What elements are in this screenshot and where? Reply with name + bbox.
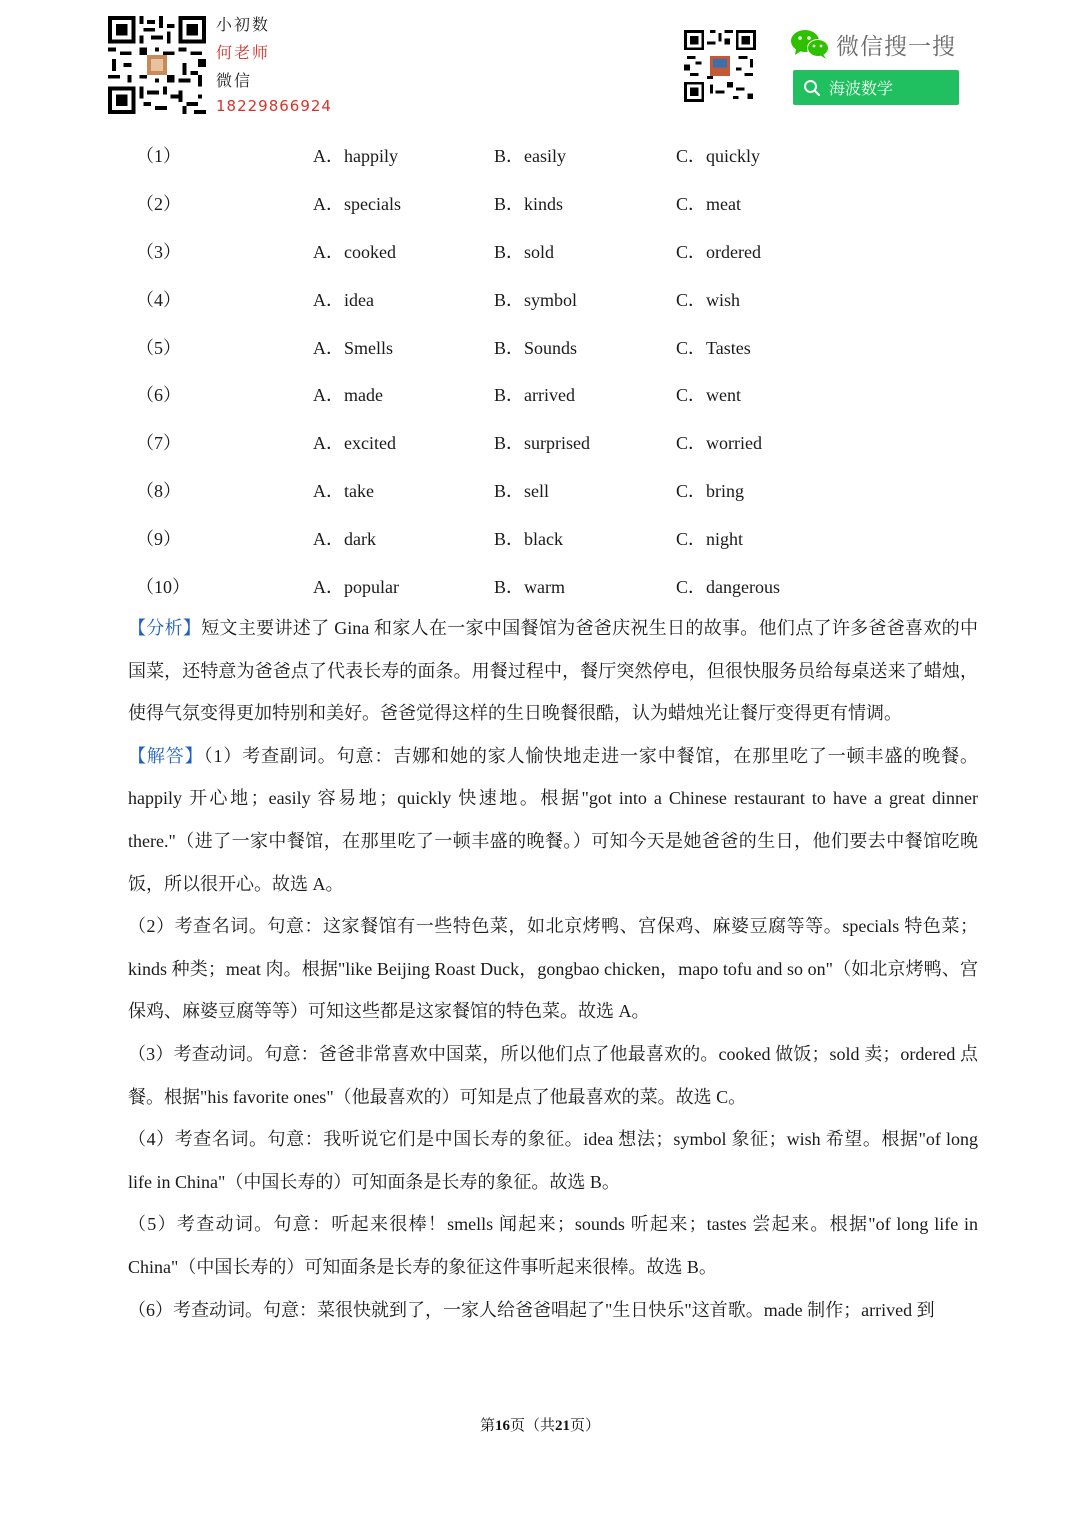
answer-paragraph: [128, 905, 978, 1033]
option-c: C．ordered: [676, 241, 761, 262]
option-a: A．popular: [313, 577, 399, 598]
option-b: B．Sounds: [494, 337, 578, 358]
option-row: [0, 561, 1080, 609]
answer-paragraph: [128, 1289, 978, 1332]
answer-item: （2）考查名词。句意：这家餐馆有一些特色菜，如北京烤鸭、宫保鸡、麻婆豆腐等等。specials 特色菜；kinds 种类；meat 肉。根据"like Beijing Roast Duck，gongbao chicken，mapo tofu and so on"（如北京烤鸭、宫保鸡、麻婆豆腐等等）可知这些都是这家餐馆的特色菜。故选 A。: [128, 916, 978, 1022]
option-b: B．warm: [494, 577, 565, 598]
question-number: （4）: [136, 289, 181, 310]
wechat-logo-icon: [790, 28, 830, 60]
option-b: B．arrived: [494, 385, 575, 406]
header-phone: 18229866924: [216, 97, 332, 115]
question-number: （8）: [136, 481, 181, 502]
option-b: B．easily: [494, 146, 566, 166]
analysis-tag: 【分析】: [128, 618, 202, 638]
option-c: C．night: [676, 529, 744, 550]
option-row: [0, 130, 1080, 178]
footer-total-pages: 21: [555, 1418, 570, 1434]
option-c: C．dangerous: [676, 577, 780, 598]
option-row: [0, 226, 1080, 274]
answer-item: （1）考查副词。句意：吉娜和她的家人愉快地走进一家中餐馆，在那里吃了一顿丰盛的晚餐。happily 开心地；easily 容易地；quickly 快速地。根据"got into a Chinese restaurant to have a great dinner there."（进了一家中餐馆，在那里吃了一顿丰盛的晚餐。）可知今天是她爸爸的生日，他们要去中餐馆吃晚饭，所以很开心。故选 A。: [128, 745, 979, 894]
option-c: C．quickly: [676, 146, 760, 166]
question-number: （6）: [136, 385, 181, 406]
option-a: A．idea: [313, 289, 374, 310]
option-row: [0, 369, 1080, 417]
analysis-text: 短文主要讲述了 Gina 和家人在一家中国餐馆为爸爸庆祝生日的故事。他们点了许多爸爸喜欢的中国菜，还特意为爸爸点了代表长寿的面条。用餐过程中，餐厅突然停电，但很快服务员给每桌送来了蜡烛，使得气氛变得更加特别和美好。爸爸觉得这样的生日晚餐很酷，认为蜡烛光让餐厅变得更有情调。: [128, 618, 978, 724]
option-c: C．worried: [676, 433, 762, 454]
wechat-search-label: 海波数学: [829, 79, 894, 98]
footer-prefix: 第: [479, 1418, 495, 1434]
header-line-3: 微信: [216, 71, 253, 90]
wechat-search-button[interactable]: [793, 70, 959, 105]
option-a: A．take: [313, 481, 374, 502]
option-row: [0, 322, 1080, 370]
question-number: （10）: [136, 577, 190, 598]
option-a: A．happily: [313, 146, 398, 166]
question-number: （7）: [136, 433, 181, 454]
option-a: A．dark: [313, 529, 376, 550]
answer-item: （6）考查动词。句意：菜很快就到了，一家人给爸爸唱起了"生日快乐"这首歌。made 制作；arrived 到: [128, 1299, 935, 1320]
option-row: [0, 274, 1080, 322]
answer-paragraph: [128, 735, 978, 905]
option-row: [0, 417, 1080, 465]
option-b: B．kinds: [494, 193, 564, 214]
answer-paragraph: [128, 1118, 978, 1203]
option-b: B．black: [494, 529, 563, 550]
question-number: （2）: [136, 193, 181, 214]
option-c: C．bring: [676, 481, 745, 502]
option-b: B．surprised: [494, 433, 590, 454]
page-header: [0, 0, 1080, 125]
footer-mid: 页（共: [509, 1418, 555, 1434]
option-c: C．meat: [676, 193, 741, 214]
header-line-1: 小初数: [216, 15, 271, 34]
question-number: （1）: [136, 146, 181, 166]
answer-tag: 【解答】: [128, 745, 204, 766]
option-a: A．Smells: [313, 337, 394, 358]
wechat-search-title: 微信搜一搜: [836, 34, 956, 60]
option-row: [0, 465, 1080, 513]
qr-code-left: [108, 16, 206, 114]
answer-paragraph: [128, 1203, 978, 1288]
option-a: A．cooked: [313, 241, 396, 262]
page-footer: [0, 1414, 1080, 1435]
explanation-body: [128, 607, 978, 1331]
option-b: B．sold: [494, 241, 555, 262]
option-row: [0, 178, 1080, 226]
analysis-paragraph: [128, 607, 978, 735]
answer-paragraph: [128, 1033, 978, 1118]
footer-suffix: 页）: [570, 1418, 601, 1434]
footer-page-number: 16: [494, 1418, 510, 1434]
option-a: A．excited: [313, 433, 396, 454]
option-c: C．wish: [676, 289, 741, 310]
header-line-2: 何老师: [216, 43, 271, 62]
answer-item: （4）考查名词。句意：我听说它们是中国长寿的象征。idea 想法；symbol 象征；wish 希望。根据"of long life in China"（中国长寿的）可知面条是长寿的象征。故选 B。: [128, 1129, 978, 1192]
option-b: B．symbol: [494, 289, 578, 310]
question-number: （9）: [136, 529, 181, 550]
answer-item: （3）考查动词。句意：爸爸非常喜欢中国菜，所以他们点了他最喜欢的。cooked 做饭；sold 卖；ordered 点餐。根据"his favorite ones"（他最喜欢的）可知是点了他最喜欢的菜。故选 C。: [128, 1043, 978, 1107]
options-table: [0, 130, 1080, 609]
option-c: C．went: [676, 385, 741, 406]
option-b: B．sell: [494, 481, 550, 502]
option-a: A．made: [313, 385, 383, 406]
question-number: （3）: [136, 241, 181, 262]
option-row: [0, 513, 1080, 561]
qr-code-right: [684, 30, 756, 102]
answer-item: （5）考查动词。句意：听起来很棒！smells 闻起来；sounds 听起来；tastes 尝起来。根据"of long life in China"（中国长寿的）可知面条是长寿的象征这件事听起来很棒。故选 B。: [128, 1214, 978, 1277]
option-c: C．Tastes: [676, 337, 751, 358]
search-icon: [803, 79, 821, 97]
option-a: A．specials: [313, 193, 401, 214]
question-number: （5）: [136, 337, 181, 358]
